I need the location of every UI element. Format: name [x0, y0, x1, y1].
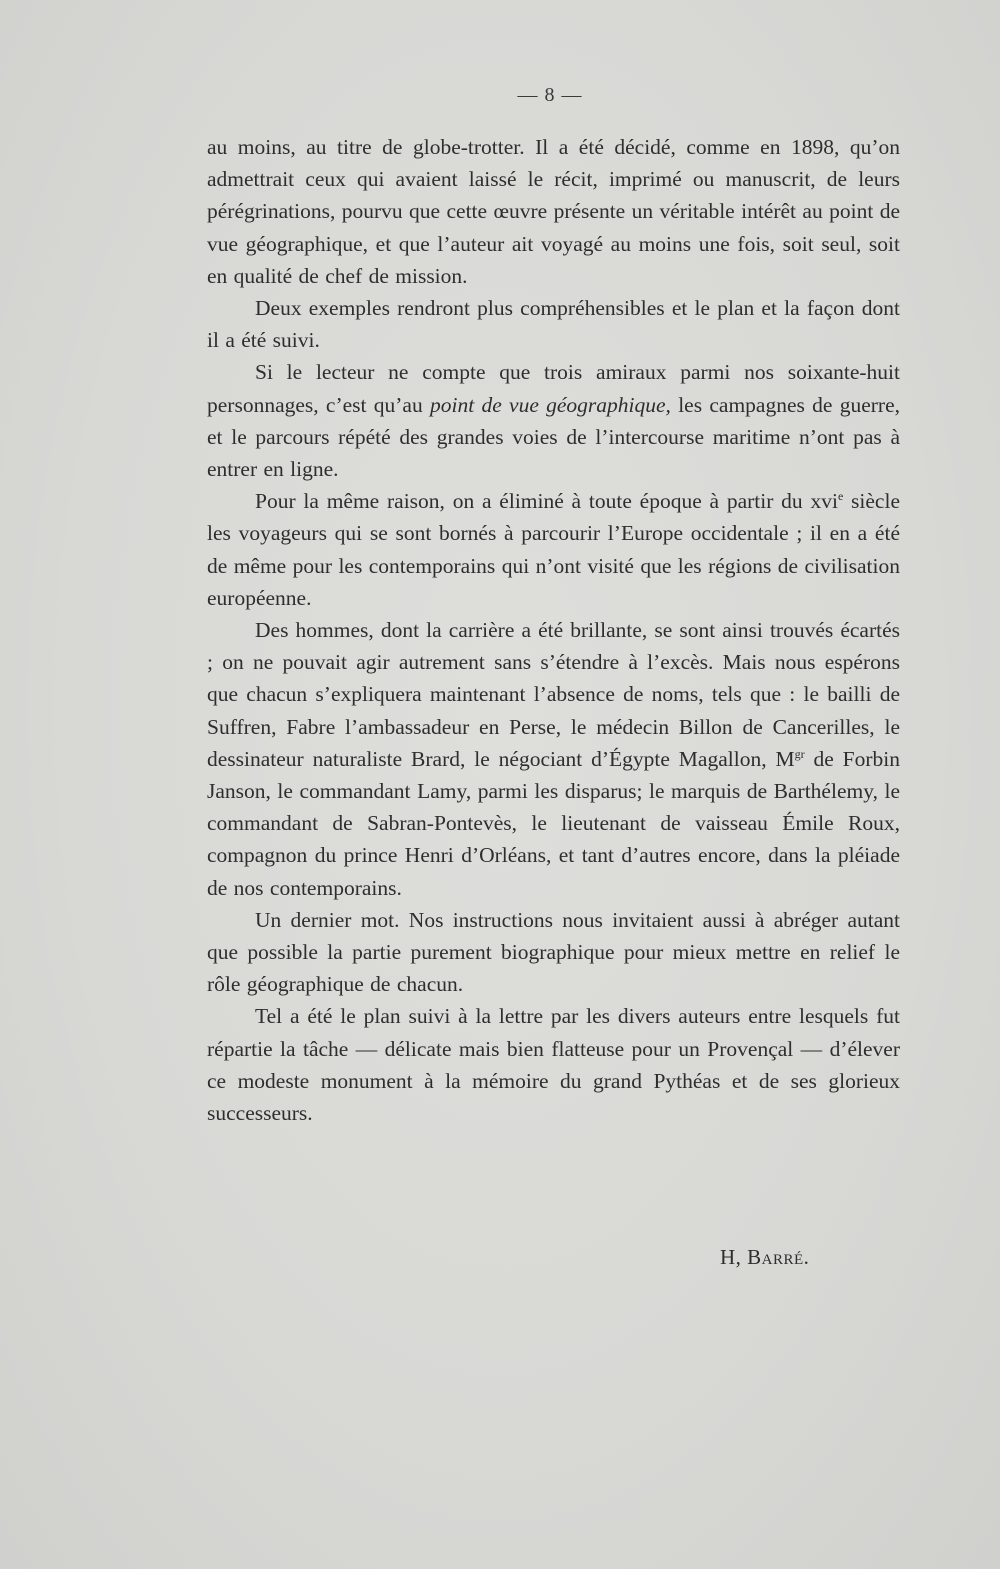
text-segment: de Forbin Janson, le commandant Lamy, parmi les disparus; le marquis de Barthélemy, le commandant de Sabran-Pontevès, le lieutenant de vaisseau Émile Roux, compagnon du prince Henri d’Orléans, et tant d’autres encore, dans la pléiade de nos contemporains.	[207, 746, 900, 900]
text-segment: les campagnes de guerre, et le parcours répété des grandes voies de l’intercourse maritime n’ont pas à entrer en ligne.	[207, 392, 900, 482]
text-segment: Pour la même raison, on a éliminé à toute époque à partir du xvi	[255, 489, 838, 514]
superscript: e	[837, 489, 844, 504]
signature-initial: H,	[720, 1245, 742, 1269]
page-number: — 8 —	[517, 84, 583, 106]
paragraph	[207, 356, 900, 485]
paragraph	[207, 614, 900, 904]
text-segment: Tel a été le plan suivi à la lettre par les divers auteurs entre lesquels fut répartie la tâche — délicate mais bien flatteuse pour un Provençal — d’élever ce modeste monument à la mémoire du grand Pythéas et de ses glorieux successeurs.	[207, 1004, 900, 1126]
italic-text: point de vue géographique,	[430, 392, 671, 417]
text-segment: Si le lecteur ne compte que trois amiraux parmi nos soixante-huit personnages, c’est qu’au	[207, 360, 900, 417]
text-segment: Un dernier mot. Nos instructions nous invitaient aussi à abréger autant que possible la partie purement biographique pour mieux mettre en relief le rôle géographique de chacun.	[207, 907, 900, 997]
superscript: gr	[794, 746, 805, 761]
text-segment: Des hommes, dont la carrière a été brillante, se sont ainsi trouvés écartés ; on ne pouvait agir autrement sans s’étendre à l’excès. Mais nous espérons que chacun s’expliquera maintenant l’absence de noms, tels que : le bailli de Suffren, Fabre l’ambassadeur en Perse, le médecin Billon de Cancerilles, le dessinateur naturaliste Brard, le négociant d’Égypte Magallon, M	[207, 618, 900, 771]
paragraph	[207, 485, 900, 614]
signature-surname: Barré.	[747, 1245, 810, 1269]
signature	[720, 1245, 809, 1270]
text-segment: siècle les voyageurs qui se sont bornés à parcourir l’Europe occidentale ; il en a été de même pour les contemporains qui n’ont visité que les régions de civilisation européenne.	[207, 489, 900, 610]
paragraph	[207, 904, 900, 1001]
paragraph	[207, 292, 900, 356]
text-segment: Deux exemples rendront plus compréhensibles et le plan et la façon dont il a été suivi.	[207, 296, 900, 353]
paragraph	[207, 1000, 900, 1129]
text-segment: au moins, au titre de globe-trotter. Il a été décidé, comme en 1898, qu’on admettrait ceux qui avaient laissé le récit, imprimé ou manuscrit, de leurs pérégrinations, pourvu que cette œuvre présente un véritable intérêt au point de vue géographique, et que l’auteur ait voyagé au moins une fois, soit seul, soit en qualité de chef de mission.	[207, 135, 900, 288]
body-text	[207, 131, 900, 1129]
paragraph	[207, 131, 900, 292]
